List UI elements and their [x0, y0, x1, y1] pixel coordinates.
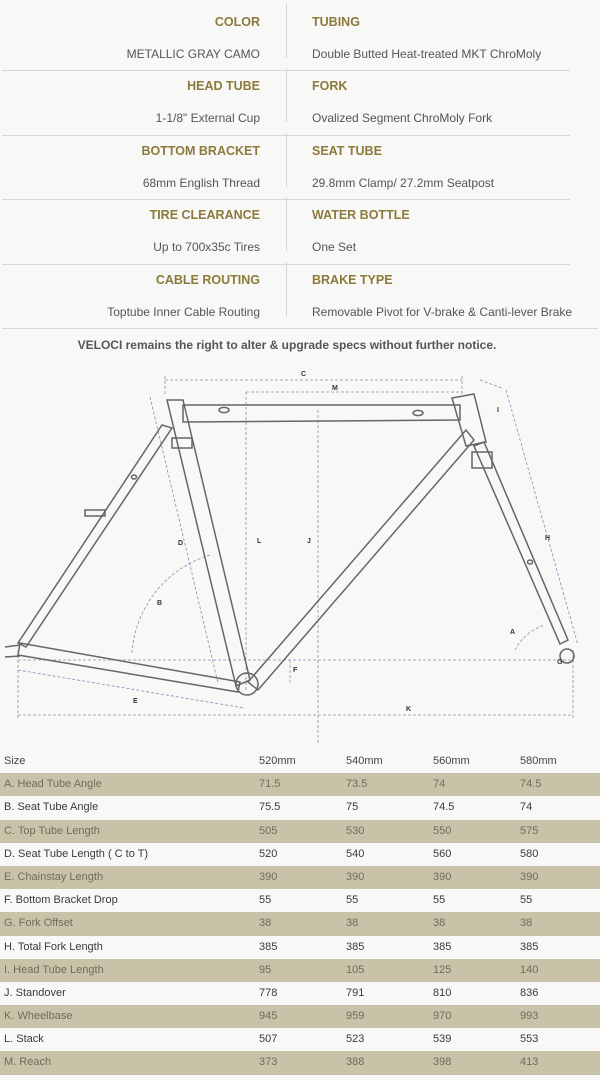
row-label: A. Head Tube Angle [4, 778, 102, 791]
spec-value: Up to 700x35c Tires [153, 240, 260, 254]
table-cell: 390 [259, 870, 278, 883]
table-cell: 55 [259, 894, 272, 907]
table-cell: 125 [433, 963, 452, 976]
geometry-table [0, 750, 600, 1075]
table-cell: 38 [520, 917, 533, 930]
table-cell: 71.5 [259, 778, 281, 791]
table-cell: 385 [259, 940, 278, 953]
table-cell: 140 [520, 963, 539, 976]
spec-label: FORK [312, 79, 348, 93]
spec-value: METALLIC GRAY CAMO [126, 47, 260, 61]
spec-row [0, 64, 600, 128]
table-cell: 550 [433, 824, 452, 837]
table-cell: 385 [433, 940, 452, 953]
dim-label-a: A [510, 629, 516, 636]
dim-label-l: L [257, 538, 262, 545]
table-row [0, 796, 600, 819]
table-cell: 959 [346, 1010, 365, 1023]
table-cell: 970 [433, 1010, 452, 1023]
table-row [0, 959, 600, 982]
spec-value: One Set [312, 240, 357, 254]
dimension-lines [18, 376, 578, 745]
dim-label-i: I [497, 407, 499, 414]
dim-label-j: J [307, 538, 311, 545]
table-row [0, 820, 600, 843]
dim-label-c: C [301, 371, 307, 378]
row-label: I. Head Tube Length [4, 963, 104, 976]
table-row [0, 982, 600, 1005]
dim-label-d: D [178, 540, 184, 547]
dim-label-e: E [133, 698, 138, 705]
separator [2, 199, 570, 200]
table-cell: 539 [433, 1033, 452, 1046]
table-cell: 507 [259, 1033, 278, 1046]
table-cell: 74.5 [433, 801, 455, 814]
table-cell: 74.5 [520, 778, 542, 791]
dim-label-m: M [332, 385, 338, 392]
table-cell: 530 [346, 824, 365, 837]
table-cell: 580 [520, 847, 539, 860]
table-cell: 390 [433, 870, 452, 883]
table-cell: 390 [346, 870, 365, 883]
table-cell: 560 [433, 847, 452, 860]
spec-row [0, 193, 600, 257]
separator [2, 135, 570, 136]
table-cell: 75.5 [259, 801, 281, 814]
table-header-row [0, 750, 600, 773]
table-cell: 520 [259, 847, 278, 860]
row-label: C. Top Tube Length [4, 824, 100, 837]
row-label: M. Reach [4, 1056, 52, 1069]
frame-geometry-diagram [0, 360, 600, 750]
table-cell: 73.5 [346, 778, 368, 791]
table-row [0, 936, 600, 959]
header-cell: 540mm [346, 755, 383, 767]
dim-label-b: B [157, 600, 163, 607]
spec-value: 29.8mm Clamp/ 27.2mm Seatpost [312, 176, 495, 190]
table-cell: 55 [433, 894, 446, 907]
row-label: G. Fork Offset [4, 917, 73, 930]
dim-label-g: G [557, 659, 563, 666]
spec-label: HEAD TUBE [187, 79, 260, 93]
table-row [0, 912, 600, 935]
spec-row [0, 0, 600, 64]
spec-row [0, 258, 600, 322]
row-label: F. Bottom Bracket Drop [4, 894, 118, 907]
divider [286, 197, 287, 251]
table-cell: 74 [433, 778, 446, 791]
spec-value: Double Butted Heat-treated MKT ChroMoly [312, 47, 542, 61]
table-cell: 993 [520, 1010, 539, 1023]
divider [286, 262, 287, 316]
table-cell: 523 [346, 1033, 365, 1046]
header-cell: Size [4, 755, 26, 767]
table-row [0, 1005, 600, 1028]
table-row [0, 889, 600, 912]
spec-value: Removable Pivot for V-brake & Canti-lever Brake [312, 305, 573, 319]
spec-label: TUBING [312, 15, 360, 29]
row-label: K. Wheelbase [4, 1010, 73, 1023]
table-cell: 388 [346, 1056, 365, 1069]
table-cell: 540 [346, 847, 365, 860]
row-label: L. Stack [4, 1033, 44, 1046]
spec-value: 1-1/8" External Cup [155, 111, 260, 125]
separator [2, 70, 570, 71]
table-cell: 55 [520, 894, 533, 907]
divider [286, 4, 287, 58]
spec-label: BOTTOM BRACKET [141, 144, 260, 158]
table-cell: 385 [520, 940, 539, 953]
spec-label: COLOR [214, 15, 260, 29]
table-cell: 390 [520, 870, 539, 883]
spec-value: 68mm English Thread [142, 176, 260, 190]
spec-label: CABLE ROUTING [155, 273, 260, 287]
table-cell: 791 [346, 986, 365, 999]
header-cell: 580mm [520, 755, 557, 767]
table-cell: 553 [520, 1033, 539, 1046]
spec-label: SEAT TUBE [312, 144, 382, 158]
row-label: H. Total Fork Length [4, 940, 103, 953]
spec-label: TIRE CLEARANCE [149, 208, 260, 222]
table-cell: 74 [520, 801, 533, 814]
table-cell: 95 [259, 963, 272, 976]
dim-label-k: K [406, 706, 412, 713]
table-cell: 385 [346, 940, 365, 953]
table-cell: 105 [346, 963, 365, 976]
row-label: B. Seat Tube Angle [4, 801, 99, 814]
header-cell: 560mm [433, 755, 470, 767]
dim-label-h: H [545, 535, 551, 542]
separator [2, 328, 598, 329]
table-cell: 398 [433, 1056, 452, 1069]
table-cell: 945 [259, 1010, 278, 1023]
spec-value: Ovalized Segment ChroMoly Fork [312, 111, 493, 125]
table-cell: 38 [433, 917, 446, 930]
row-label: J. Standover [4, 986, 66, 999]
table-row [0, 866, 600, 889]
spec-value: Toptube Inner Cable Routing [107, 305, 260, 319]
spec-notice: VELOCI remains the right to alter & upgrade specs without further notice. [77, 338, 497, 352]
table-cell: 75 [346, 801, 359, 814]
spec-label: WATER BOTTLE [312, 208, 410, 222]
row-label: E. Chainstay Length [4, 870, 104, 883]
table-row [0, 1051, 600, 1074]
table-cell: 373 [259, 1056, 278, 1069]
table-row [0, 773, 600, 796]
divider [286, 133, 287, 187]
spec-row [0, 129, 600, 193]
table-cell: 413 [520, 1056, 539, 1069]
table-cell: 778 [259, 986, 278, 999]
table-cell: 810 [433, 986, 452, 999]
table-row [0, 843, 600, 866]
header-cell: 520mm [259, 755, 296, 767]
table-cell: 505 [259, 824, 278, 837]
table-cell: 575 [520, 824, 539, 837]
row-label: D. Seat Tube Length ( C to T) [4, 847, 149, 860]
table-cell: 55 [346, 894, 359, 907]
table-cell: 38 [259, 917, 272, 930]
table-cell: 836 [520, 986, 539, 999]
dim-label-f: F [293, 667, 298, 674]
frame-tubes [5, 394, 574, 695]
divider [286, 68, 287, 122]
separator [2, 264, 570, 265]
table-row [0, 1028, 600, 1051]
spec-label: BRAKE TYPE [312, 273, 393, 287]
table-cell: 38 [346, 917, 359, 930]
